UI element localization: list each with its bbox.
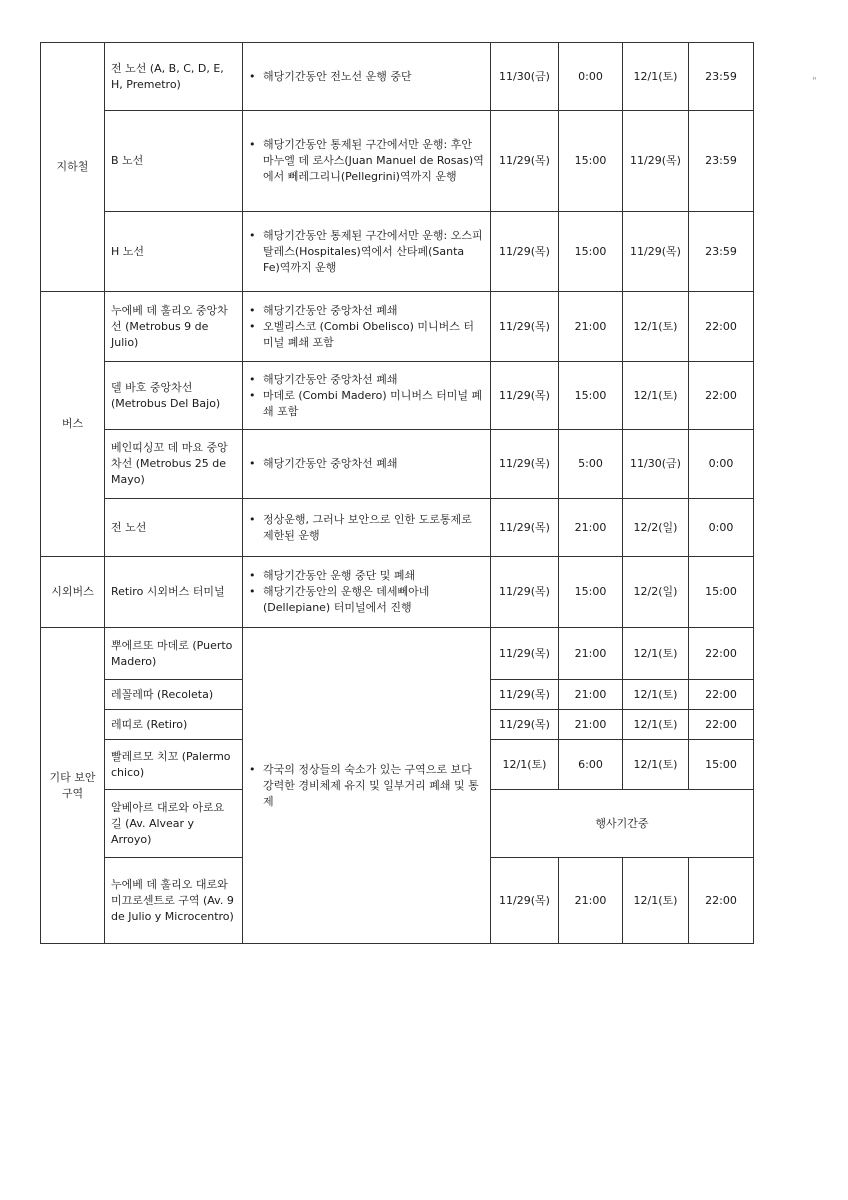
end-date-cell: 12/2(일) [623, 557, 689, 628]
description-bullet: • 오벨리스코 (Combi Obelisco) 미니버스 터미널 폐쇄 포함 [249, 319, 484, 351]
start-date-cell: 11/29(목) [491, 710, 559, 740]
start-date-cell: 11/29(목) [491, 212, 559, 292]
start-time-cell: 21:00 [559, 858, 623, 944]
end-date-cell: 12/1(토) [623, 710, 689, 740]
description-bullet: • 해당기간동안 전노선 운행 중단 [249, 69, 484, 85]
start-date-cell: 11/29(목) [491, 292, 559, 362]
start-date-cell: 11/29(목) [491, 557, 559, 628]
description-bullet: • 해당기간동안 통제된 구간에서만 운행: 오스피탈레스(Hospitales)역에서 산타페(Santa Fe)역까지 운행 [249, 228, 484, 276]
route-cell: 알베아르 대로와 아로요 길 (Av. Alvear y Arroyo) [105, 790, 243, 858]
start-date-cell: 11/29(목) [491, 680, 559, 710]
start-date-cell: 11/29(목) [491, 628, 559, 680]
end-date-cell: 11/30(금) [623, 430, 689, 499]
scan-mark: " [812, 76, 817, 87]
description-cell [243, 557, 491, 628]
route-cell: H 노선 [105, 212, 243, 292]
start-date-cell: 11/29(목) [491, 362, 559, 430]
description-cell [243, 430, 491, 499]
category-cell: 기타 보안구역 [41, 628, 105, 944]
description-cell [243, 362, 491, 430]
end-time-cell: 22:00 [689, 362, 754, 430]
category-cell: 지하철 [41, 43, 105, 292]
end-date-cell: 11/29(목) [623, 212, 689, 292]
start-date-cell: 11/29(목) [491, 858, 559, 944]
start-date-cell: 11/29(목) [491, 499, 559, 557]
start-date-cell: 11/30(금) [491, 43, 559, 111]
start-time-cell: 0:00 [559, 43, 623, 111]
end-time-cell: 22:00 [689, 710, 754, 740]
route-cell: 전 노선 [105, 499, 243, 557]
start-time-cell: 15:00 [559, 111, 623, 212]
description-bullet: • 마데로 (Combi Madero) 미니버스 터미널 폐쇄 포함 [249, 388, 484, 420]
end-time-cell: 0:00 [689, 430, 754, 499]
route-cell: 누에베 데 훌리오 대로와 미끄로센트로 구역 (Av. 9 de Julio y Microcentro) [105, 858, 243, 944]
start-time-cell: 21:00 [559, 628, 623, 680]
description-cell [243, 292, 491, 362]
route-cell: 레띠로 (Retiro) [105, 710, 243, 740]
table-row [41, 43, 754, 111]
start-time-cell: 15:00 [559, 212, 623, 292]
route-cell: 뿌에르또 마데로 (Puerto Madero) [105, 628, 243, 680]
end-date-cell: 12/1(토) [623, 858, 689, 944]
table-row [41, 628, 754, 680]
start-date-cell: 11/29(목) [491, 111, 559, 212]
end-date-cell: 11/29(목) [623, 111, 689, 212]
end-time-cell: 0:00 [689, 499, 754, 557]
end-date-cell: 12/1(토) [623, 43, 689, 111]
description-cell [243, 628, 491, 944]
end-date-cell: 12/1(토) [623, 292, 689, 362]
route-cell: B 노선 [105, 111, 243, 212]
description-cell [243, 212, 491, 292]
table-row [41, 430, 754, 499]
description-bullet: • 해당기간동안 중앙차선 폐쇄 [249, 372, 484, 388]
end-time-cell: 23:59 [689, 43, 754, 111]
route-cell: 레꼴레따 (Recoleta) [105, 680, 243, 710]
table-row [41, 292, 754, 362]
start-time-cell: 21:00 [559, 292, 623, 362]
table-row [41, 362, 754, 430]
end-date-cell: 12/2(일) [623, 499, 689, 557]
route-cell: 델 바호 중앙차선 (Metrobus Del Bajo) [105, 362, 243, 430]
start-date-cell: 11/29(목) [491, 430, 559, 499]
description-bullet: • 해당기간동안 운행 중단 및 폐쇄 [249, 568, 484, 584]
start-time-cell: 5:00 [559, 430, 623, 499]
end-date-cell: 12/1(토) [623, 680, 689, 710]
start-time-cell: 21:00 [559, 499, 623, 557]
route-cell: 전 노선 (A, B, C, D, E, H, Premetro) [105, 43, 243, 111]
table-row [41, 557, 754, 628]
start-time-cell: 21:00 [559, 680, 623, 710]
end-date-cell: 12/1(토) [623, 740, 689, 790]
description-cell [243, 499, 491, 557]
during-event-cell: 행사기간중 [491, 790, 754, 858]
end-time-cell: 23:59 [689, 212, 754, 292]
end-time-cell: 15:00 [689, 557, 754, 628]
end-date-cell: 12/1(토) [623, 628, 689, 680]
transport-schedule-table [40, 42, 754, 944]
description-cell [243, 111, 491, 212]
table-row [41, 111, 754, 212]
start-time-cell: 21:00 [559, 710, 623, 740]
start-date-cell: 12/1(토) [491, 740, 559, 790]
table-row [41, 499, 754, 557]
route-cell: 누에베 데 훌리오 중앙차선 (Metrobus 9 de Julio) [105, 292, 243, 362]
end-date-cell: 12/1(토) [623, 362, 689, 430]
start-time-cell: 15:00 [559, 557, 623, 628]
description-bullet: • 해당기간동안의 운행은 데세뻬아네 (Dellepiane) 터미널에서 진행 [249, 584, 484, 616]
category-cell: 버스 [41, 292, 105, 557]
table-row [41, 212, 754, 292]
route-cell: Retiro 시외버스 터미널 [105, 557, 243, 628]
description-bullet: • 각국의 정상들의 숙소가 있는 구역으로 보다 강력한 경비체제 유지 및 일부거리 폐쇄 및 통제 [249, 762, 484, 810]
end-time-cell: 22:00 [689, 292, 754, 362]
description-bullet: • 해당기간동안 통제된 구간에서만 운행: 후안 마누엘 데 로사스(Juan Manuel de Rosas)역에서 뻬레그리니(Pellegrini)역까지 운행 [249, 137, 484, 185]
end-time-cell: 22:00 [689, 858, 754, 944]
end-time-cell: 15:00 [689, 740, 754, 790]
start-time-cell: 6:00 [559, 740, 623, 790]
category-cell: 시외버스 [41, 557, 105, 628]
route-cell: 베인띠싱꼬 데 마요 중앙차선 (Metrobus 25 de Mayo) [105, 430, 243, 499]
route-cell: 빨레르모 치꼬 (Palermo chico) [105, 740, 243, 790]
start-time-cell: 15:00 [559, 362, 623, 430]
end-time-cell: 23:59 [689, 111, 754, 212]
end-time-cell: 22:00 [689, 628, 754, 680]
description-cell [243, 43, 491, 111]
description-bullet: • 정상운행, 그러나 보안으로 인한 도로통제로 제한된 운행 [249, 512, 484, 544]
description-bullet: • 해당기간동안 중앙차선 폐쇄 [249, 456, 484, 472]
end-time-cell: 22:00 [689, 680, 754, 710]
description-bullet: • 해당기간동안 중앙차선 폐쇄 [249, 303, 484, 319]
